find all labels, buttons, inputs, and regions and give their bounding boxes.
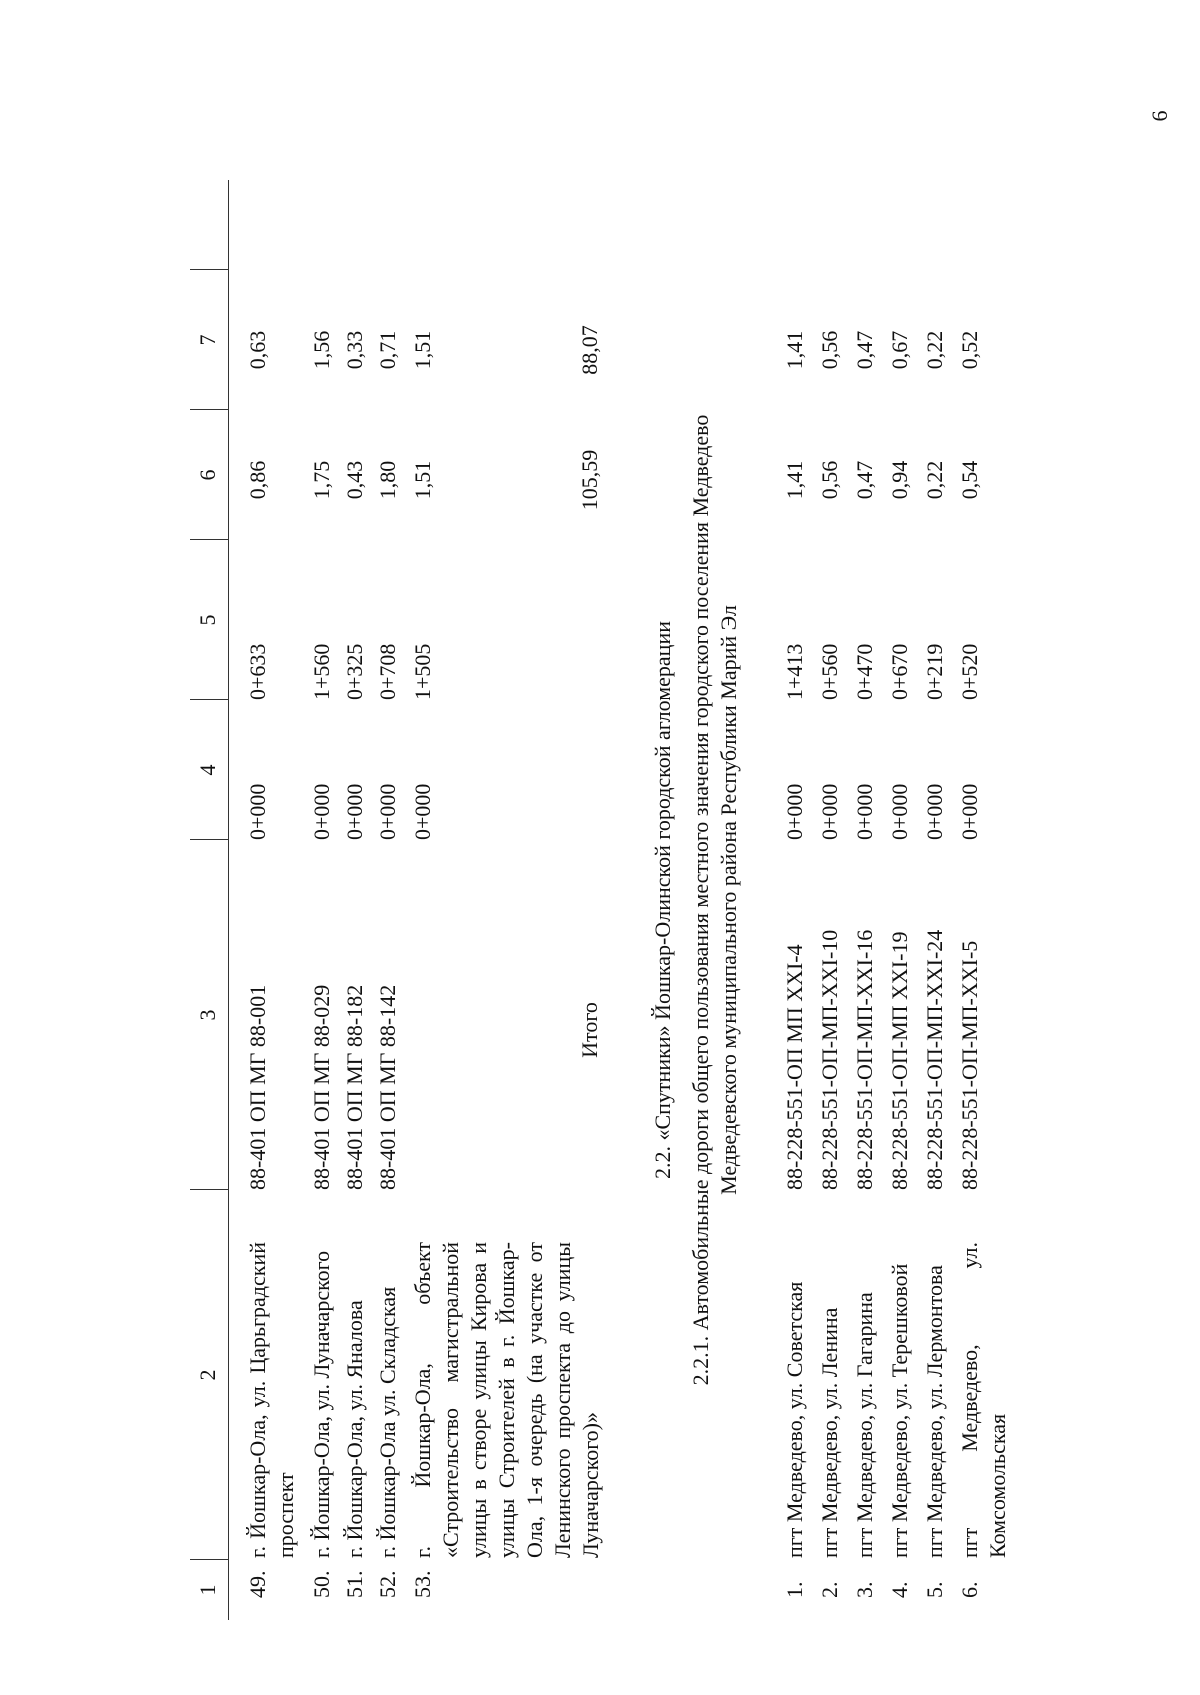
row-number: 5. [922,1581,947,1598]
road-name: пгт Медведево, ул. Гагарина [852,1292,877,1558]
length-value: 0,71 [375,330,400,370]
length-value: 0,22 [922,330,947,370]
row-number: 52. [375,1570,400,1598]
header-col-6: 6 [195,469,220,481]
header-col-4: 4 [195,764,220,776]
total-value: 88,07 [577,325,602,375]
road-name: пгт Медведево, ул. Ленина [817,1307,842,1558]
section-subtitle: 2.2.1. Автомобильные дороги общего пользования местного значения городского поселения Медведево [688,414,713,1386]
road-code: 88-228-551-ОП-МП XXI-19 [887,931,912,1190]
road-code: 88-401 ОП МГ 88-001 [245,984,270,1190]
road-name: г. Йошкар-Ола, ул. Луначарского [309,1250,334,1558]
total-label: Итого [577,1002,602,1058]
header-col-2: 2 [195,1369,220,1381]
road-name: пгт Медведево, ул. Лермонтова [922,1265,947,1558]
column-divider [190,269,228,270]
end-km: 1+413 [782,643,807,700]
road-name: г. Йошкар-Ола, ул. Царьградский проспект [245,1242,298,1558]
end-km: 0+708 [375,643,400,700]
road-name: пгт Медведево, ул. Комсомольская [957,1242,1010,1558]
start-km: 0+000 [922,783,947,840]
end-km: 0+219 [922,643,947,700]
table-header [190,180,224,1620]
row-number: 49. [245,1570,270,1598]
length-value: 1,56 [309,330,334,370]
header-col-5: 5 [195,614,220,626]
length-total: 0,94 [887,460,912,500]
start-km: 0+000 [410,783,435,840]
end-km: 1+505 [410,643,435,700]
header-rule [228,180,229,1620]
length-total: 0,56 [817,460,842,500]
road-code: 88-228-551-ОП МП XXI-4 [782,944,807,1190]
length-value: 0,67 [887,330,912,370]
start-km: 0+000 [782,783,807,840]
row-number: 6. [957,1581,982,1598]
header-col-3: 3 [195,1009,220,1021]
length-total: 1,41 [782,460,807,500]
end-km: 0+670 [887,643,912,700]
start-km: 0+000 [852,783,877,840]
road-name: пгт Медведево, ул. Советская [782,1281,807,1558]
row-number: 2. [817,1581,842,1598]
column-divider [190,409,228,410]
section-subtitle-cont: Медведевского муниципального района Республики Марий Эл [716,605,741,1195]
end-km: 0+560 [817,643,842,700]
length-value: 0,63 [245,330,270,370]
header-col-7: 7 [195,334,220,346]
length-total: 0,54 [957,460,982,500]
start-km: 0+000 [887,783,912,840]
row-number: 51. [342,1570,367,1598]
column-divider [190,839,228,840]
length-value: 1,51 [410,330,435,370]
length-total: 0,22 [922,460,947,500]
total-length: 105,59 [577,449,602,511]
length-value: 0,56 [817,330,842,370]
start-km: 0+000 [309,783,334,840]
end-km: 0+470 [852,643,877,700]
end-km: 0+325 [342,643,367,700]
road-name: пгт Медведево, ул. Терешковой [887,1263,912,1558]
road-code: 88-401 ОП МГ 88-182 [342,984,367,1190]
road-name: г. Йошкар-Ола ул. Складская [375,1286,400,1558]
column-divider [190,699,228,700]
length-total: 1,75 [309,460,334,500]
length-total: 0,47 [852,460,877,500]
road-name: г. Йошкар-Ола, объект «Строительство магистральной улицы в створе улицы Кирова и улицы Строителей в г. Йошкар-Ола, 1-я очередь (на участке от Ленинского проспекта до улицы Луначарского)» [410,1242,603,1558]
length-value: 0,47 [852,330,877,370]
start-km: 0+000 [245,783,270,840]
length-total: 1,80 [375,460,400,500]
end-km: 0+520 [957,643,982,700]
road-name: г. Йошкар-Ола, ул. Яналова [342,1300,367,1558]
length-total: 0,43 [342,460,367,500]
row-number: 1. [782,1581,807,1598]
rotated-table [190,180,1190,1620]
road-code: 88-401 ОП МГ 88-029 [309,984,334,1190]
column-divider [190,1189,228,1190]
page-number: 6 [1147,110,1172,122]
road-code: 88-228-551-ОП-МП-XXI-5 [957,940,982,1190]
road-code: 88-228-551-ОП-МП-XXI-24 [922,929,947,1190]
length-total: 0,86 [245,460,270,500]
section-title: 2.2. «Спутники» Йошкар-Олинской городской агломерации [650,621,675,1180]
row-number: 53. [410,1570,435,1598]
column-divider [190,1559,228,1560]
start-km: 0+000 [957,783,982,840]
road-code: 88-401 ОП МГ 88-142 [375,984,400,1190]
row-number: 3. [852,1581,877,1598]
end-km: 0+633 [245,643,270,700]
row-number: 4. [887,1581,912,1598]
column-divider [190,539,228,540]
length-total: 1,51 [410,460,435,500]
start-km: 0+000 [375,783,400,840]
header-col-1: 1 [195,1584,220,1596]
road-code: 88-228-551-ОП-МП-XXI-16 [852,929,877,1190]
length-value: 0,52 [957,330,982,370]
road-code: 88-228-551-ОП-МП-XXI-10 [817,929,842,1190]
end-km: 1+560 [309,643,334,700]
row-number: 50. [309,1570,334,1598]
start-km: 0+000 [817,783,842,840]
length-value: 0,33 [342,330,367,370]
length-value: 1,41 [782,330,807,370]
start-km: 0+000 [342,783,367,840]
